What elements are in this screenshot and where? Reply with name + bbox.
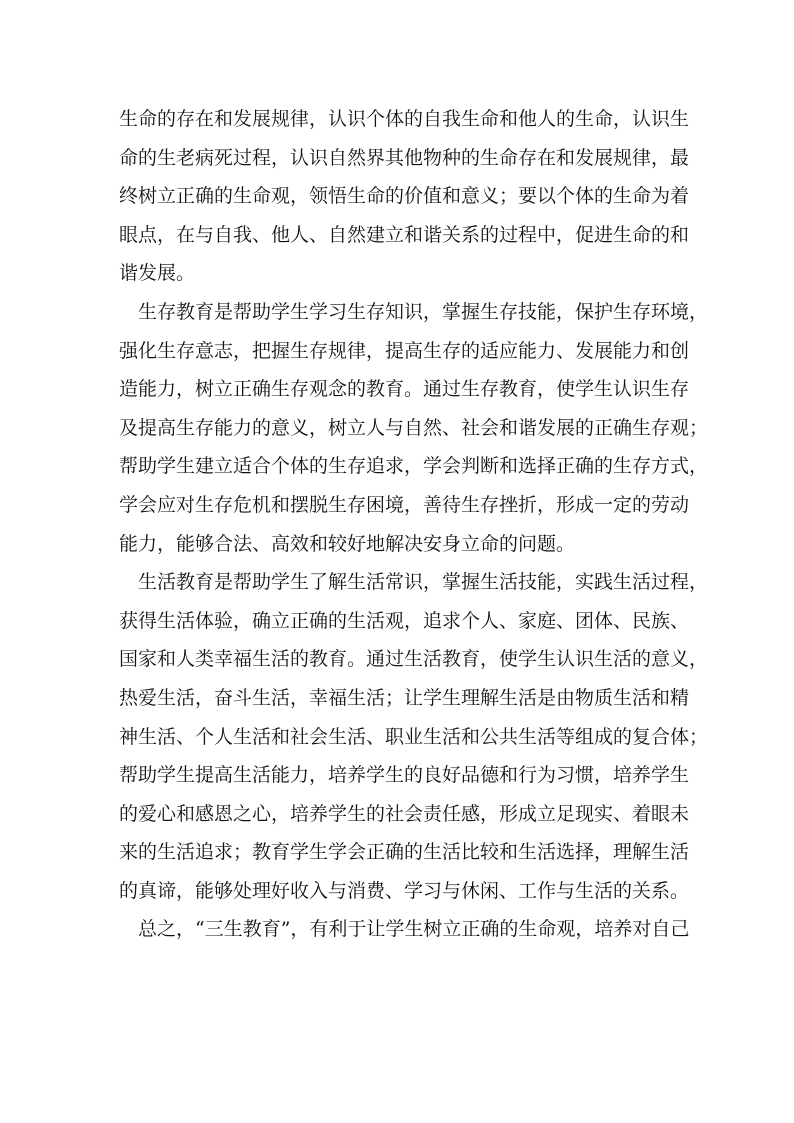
text-line: 生活教育是帮助学生了解生活常识，掌握生活技能，实践生活过程，	[138, 571, 709, 594]
text-line: 终树立正确的生命观，领悟生命的价值和意义；要以个体的生命为着	[119, 185, 690, 208]
text-line: 帮助学生提高生活能力，培养学生的良好品德和行为习惯，培养学生	[119, 764, 690, 787]
text-line: 神生活、个人生活和社会生活、职业生活和公共生活等组成的复合体；	[119, 725, 709, 748]
text-line: 及提高生存能力的意义，树立人与自然、社会和谐发展的正确生存观；	[119, 416, 709, 439]
text-line: 眼点，在与自我、他人、自然建立和谐关系的过程中，促进生命的和	[119, 223, 690, 246]
text-line: 学会应对生存危机和摆脱生存困境，善待生存挫折，形成一定的劳动	[119, 493, 690, 516]
text-line: 能力，能够合法、高效和较好地解决安身立命的问题。	[119, 532, 576, 555]
text-line: 总之，“三生教育”，有利于让学生树立正确的生命观，培养对自己	[138, 918, 690, 941]
text-line: 命的生老病死过程，认识自然界其他物种的生命存在和发展规律，最	[119, 146, 690, 169]
text-line: 生命的存在和发展规律，认识个体的自我生命和他人的生命，认识生	[119, 108, 690, 130]
text-line: 造能力，树立正确生存观念的教育。通过生存教育，使学生认识生存	[119, 378, 690, 401]
text-line: 生存教育是帮助学生学习生存知识，掌握生存技能，保护生存环境，	[138, 300, 709, 323]
text-line: 获得生活体验，确立正确的生活观，追求个人、家庭、团体、民族、	[119, 609, 690, 632]
text-line: 帮助学生建立适合个体的生存追求，学会判断和选择正确的生存方式，	[119, 455, 709, 478]
text-line: 的爱心和感恩之心，培养学生的社会责任感，形成立足现实、着眼未	[119, 802, 690, 825]
text-line: 国家和人类幸福生活的教育。通过生活教育，使学生认识生活的意义，	[119, 648, 709, 671]
document-body-text	[119, 100, 709, 949]
text-line: 来的生活追求；教育学生学会正确的生活比较和生活选择，理解生活	[119, 841, 690, 864]
text-line: 的真谛，能够处理好收入与消费、学习与休闲、工作与生活的关系。	[119, 879, 690, 902]
text-line: 强化生存意志，把握生存规律，提高生存的适应能力、发展能力和创	[119, 339, 690, 362]
text-line: 谐发展。	[119, 262, 196, 285]
text-line: 热爱生活，奋斗生活，幸福生活；让学生理解生活是由物质生活和精	[119, 686, 690, 709]
